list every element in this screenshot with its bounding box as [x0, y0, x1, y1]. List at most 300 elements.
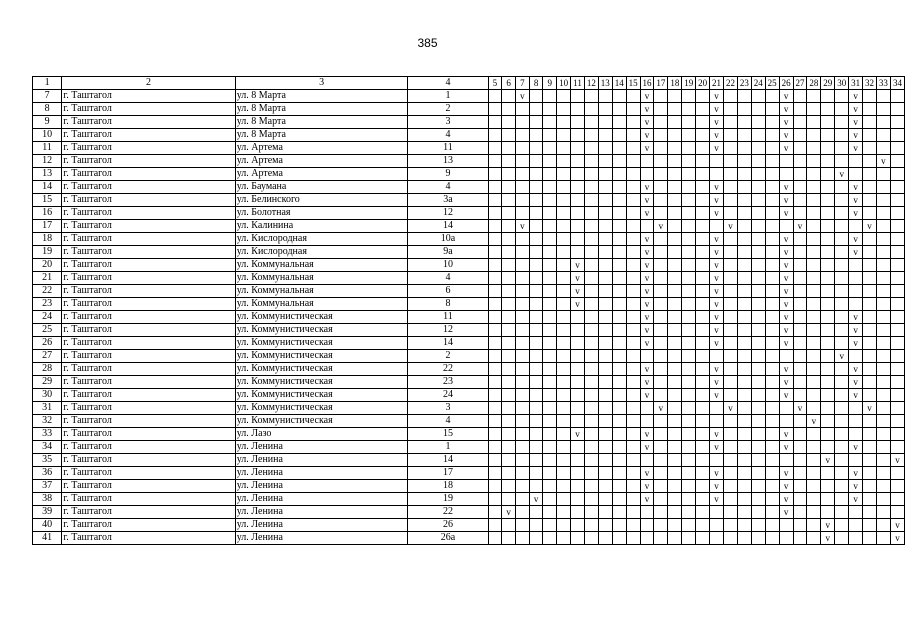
month-cell	[793, 480, 807, 493]
month-cell	[584, 324, 598, 337]
month-cell	[584, 337, 598, 350]
check-mark-cell: v	[710, 324, 724, 337]
check-mark-cell: v	[849, 376, 863, 389]
check-mark-cell: v	[515, 90, 529, 103]
month-cell	[696, 389, 710, 402]
header-cell: 12	[584, 77, 598, 90]
month-cell	[807, 363, 821, 376]
month-cell	[835, 441, 849, 454]
check-mark-cell: v	[849, 90, 863, 103]
check-mark-cell: v	[710, 272, 724, 285]
month-cell	[710, 532, 724, 545]
month-cell	[515, 129, 529, 142]
month-cell	[502, 480, 516, 493]
month-cell	[696, 129, 710, 142]
month-cell	[807, 116, 821, 129]
header-cell: 9	[543, 77, 557, 90]
month-cell	[584, 168, 598, 181]
month-cell	[626, 103, 640, 116]
check-mark-cell: v	[640, 311, 654, 324]
month-cell	[654, 181, 668, 194]
house-number-cell: 19	[408, 493, 488, 506]
month-cell	[835, 467, 849, 480]
street-cell: ул. Ленина	[235, 467, 408, 480]
month-cell	[765, 298, 779, 311]
month-cell	[682, 493, 696, 506]
month-cell	[835, 116, 849, 129]
month-cell	[502, 350, 516, 363]
month-cell	[488, 90, 502, 103]
month-cell	[793, 181, 807, 194]
month-cell	[765, 428, 779, 441]
month-cell	[598, 103, 612, 116]
month-cell	[612, 532, 626, 545]
month-cell	[488, 480, 502, 493]
month-cell	[612, 519, 626, 532]
month-cell	[584, 493, 598, 506]
month-cell	[724, 441, 738, 454]
month-cell	[835, 428, 849, 441]
month-cell	[876, 506, 890, 519]
month-cell	[502, 311, 516, 324]
check-mark-cell: v	[710, 181, 724, 194]
month-cell	[557, 311, 571, 324]
check-mark-cell: v	[779, 103, 793, 116]
month-cell	[710, 519, 724, 532]
header-cell: 34	[890, 77, 904, 90]
month-cell	[668, 168, 682, 181]
month-cell	[668, 298, 682, 311]
month-cell	[849, 454, 863, 467]
month-cell	[640, 155, 654, 168]
month-cell	[737, 194, 751, 207]
month-cell	[515, 194, 529, 207]
month-cell	[529, 220, 543, 233]
check-mark-cell: v	[779, 181, 793, 194]
month-cell	[876, 467, 890, 480]
month-cell	[835, 285, 849, 298]
month-cell	[835, 246, 849, 259]
month-cell	[598, 480, 612, 493]
month-cell	[890, 389, 904, 402]
month-cell	[696, 415, 710, 428]
month-cell	[863, 480, 877, 493]
house-number-cell: 12	[408, 324, 488, 337]
street-cell: ул. Баумана	[235, 181, 408, 194]
header-cell: 8	[529, 77, 543, 90]
month-cell	[682, 428, 696, 441]
month-cell	[584, 363, 598, 376]
month-cell	[821, 480, 835, 493]
month-cell	[529, 506, 543, 519]
month-cell	[890, 480, 904, 493]
month-cell	[682, 337, 696, 350]
month-cell	[584, 441, 598, 454]
month-cell	[598, 129, 612, 142]
house-number-cell: 10а	[408, 233, 488, 246]
month-cell	[502, 376, 516, 389]
month-cell	[696, 259, 710, 272]
month-cell	[835, 181, 849, 194]
month-cell	[765, 129, 779, 142]
month-cell	[557, 441, 571, 454]
month-cell	[682, 467, 696, 480]
month-cell	[765, 506, 779, 519]
month-cell	[515, 285, 529, 298]
month-cell	[849, 519, 863, 532]
street-cell: ул. Болотная	[235, 207, 408, 220]
month-cell	[682, 90, 696, 103]
check-mark-cell: v	[640, 298, 654, 311]
month-cell	[863, 233, 877, 246]
month-cell	[876, 454, 890, 467]
month-cell	[598, 415, 612, 428]
month-cell	[654, 337, 668, 350]
month-cell	[863, 272, 877, 285]
month-cell	[668, 337, 682, 350]
month-cell	[876, 350, 890, 363]
check-mark-cell: v	[640, 246, 654, 259]
month-cell	[821, 337, 835, 350]
month-cell	[557, 103, 571, 116]
month-cell	[737, 480, 751, 493]
month-cell	[793, 285, 807, 298]
month-cell	[765, 311, 779, 324]
month-cell	[835, 402, 849, 415]
month-cell	[584, 480, 598, 493]
month-cell	[488, 337, 502, 350]
month-cell	[765, 532, 779, 545]
month-cell	[598, 285, 612, 298]
month-cell	[751, 181, 765, 194]
month-cell	[751, 272, 765, 285]
month-cell	[626, 467, 640, 480]
month-cell	[876, 337, 890, 350]
month-cell	[488, 467, 502, 480]
month-cell	[612, 311, 626, 324]
month-cell	[682, 220, 696, 233]
month-cell	[668, 194, 682, 207]
month-cell	[737, 142, 751, 155]
month-cell	[571, 233, 585, 246]
month-cell	[543, 324, 557, 337]
month-cell	[710, 454, 724, 467]
city-cell: г. Таштагол	[62, 103, 235, 116]
month-cell	[543, 220, 557, 233]
month-cell	[668, 116, 682, 129]
month-cell	[584, 129, 598, 142]
month-cell	[863, 454, 877, 467]
month-cell	[598, 142, 612, 155]
street-cell: ул. Коммунистическая	[235, 363, 408, 376]
month-cell	[626, 441, 640, 454]
month-cell	[543, 519, 557, 532]
month-cell	[682, 194, 696, 207]
month-cell	[793, 298, 807, 311]
month-cell	[793, 246, 807, 259]
city-cell: г. Таштагол	[62, 324, 235, 337]
table-row	[33, 506, 905, 519]
header-cell: 32	[863, 77, 877, 90]
house-number-cell: 1	[408, 441, 488, 454]
month-cell	[654, 259, 668, 272]
month-cell	[488, 220, 502, 233]
row-number-cell: 39	[33, 506, 62, 519]
month-cell	[612, 480, 626, 493]
month-cell	[612, 129, 626, 142]
month-cell	[598, 298, 612, 311]
check-mark-cell: v	[849, 142, 863, 155]
month-cell	[696, 532, 710, 545]
month-cell	[557, 129, 571, 142]
month-cell	[863, 532, 877, 545]
month-cell	[765, 103, 779, 116]
month-cell	[612, 207, 626, 220]
month-cell	[876, 480, 890, 493]
month-cell	[584, 519, 598, 532]
month-cell	[779, 168, 793, 181]
table-row	[33, 246, 905, 259]
month-cell	[571, 415, 585, 428]
month-cell	[543, 363, 557, 376]
house-number-cell: 13	[408, 155, 488, 168]
header-cell: 4	[408, 77, 488, 90]
month-cell	[696, 181, 710, 194]
check-mark-cell: v	[571, 285, 585, 298]
city-cell: г. Таштагол	[62, 441, 235, 454]
month-cell	[807, 207, 821, 220]
month-cell	[584, 116, 598, 129]
city-cell: г. Таштагол	[62, 272, 235, 285]
month-cell	[807, 220, 821, 233]
month-cell	[640, 402, 654, 415]
month-cell	[682, 181, 696, 194]
table-body	[33, 77, 905, 545]
header-cell: 13	[598, 77, 612, 90]
header-cell: 26	[779, 77, 793, 90]
month-cell	[849, 272, 863, 285]
month-cell	[502, 363, 516, 376]
month-cell	[502, 220, 516, 233]
month-cell	[724, 168, 738, 181]
month-cell	[584, 194, 598, 207]
month-cell	[863, 350, 877, 363]
month-cell	[863, 441, 877, 454]
month-cell	[598, 376, 612, 389]
month-cell	[502, 285, 516, 298]
month-cell	[696, 363, 710, 376]
month-cell	[529, 194, 543, 207]
month-cell	[863, 376, 877, 389]
month-cell	[765, 220, 779, 233]
month-cell	[765, 337, 779, 350]
check-mark-cell: v	[640, 285, 654, 298]
month-cell	[529, 259, 543, 272]
month-cell	[502, 467, 516, 480]
month-cell	[807, 194, 821, 207]
month-cell	[737, 493, 751, 506]
month-cell	[724, 519, 738, 532]
month-cell	[724, 233, 738, 246]
month-cell	[682, 389, 696, 402]
month-cell	[515, 467, 529, 480]
check-mark-cell: v	[640, 337, 654, 350]
month-cell	[557, 298, 571, 311]
month-cell	[890, 207, 904, 220]
month-cell	[737, 363, 751, 376]
month-cell	[668, 181, 682, 194]
month-cell	[529, 350, 543, 363]
check-mark-cell: v	[849, 311, 863, 324]
street-cell: ул. Артема	[235, 155, 408, 168]
month-cell	[502, 246, 516, 259]
check-mark-cell: v	[849, 467, 863, 480]
month-cell	[612, 246, 626, 259]
check-mark-cell: v	[502, 506, 516, 519]
check-mark-cell: v	[710, 259, 724, 272]
month-cell	[488, 298, 502, 311]
month-cell	[876, 246, 890, 259]
month-cell	[863, 116, 877, 129]
month-cell	[654, 103, 668, 116]
check-mark-cell: v	[849, 480, 863, 493]
month-cell	[626, 285, 640, 298]
city-cell: г. Таштагол	[62, 194, 235, 207]
month-cell	[710, 220, 724, 233]
month-cell	[793, 103, 807, 116]
month-cell	[793, 350, 807, 363]
table-row	[33, 428, 905, 441]
street-cell: ул. Коммунистическая	[235, 324, 408, 337]
month-cell	[488, 532, 502, 545]
month-cell	[682, 103, 696, 116]
row-number-cell: 9	[33, 116, 62, 129]
month-cell	[682, 246, 696, 259]
month-cell	[668, 220, 682, 233]
row-number-cell: 30	[33, 389, 62, 402]
check-mark-cell: v	[849, 324, 863, 337]
house-number-cell: 12	[408, 207, 488, 220]
month-cell	[626, 519, 640, 532]
check-mark-cell: v	[640, 181, 654, 194]
month-cell	[682, 480, 696, 493]
table-row	[33, 454, 905, 467]
month-cell	[821, 428, 835, 441]
month-cell	[793, 233, 807, 246]
month-cell	[696, 103, 710, 116]
month-cell	[807, 246, 821, 259]
month-cell	[557, 207, 571, 220]
house-number-cell: 4	[408, 181, 488, 194]
month-cell	[793, 116, 807, 129]
month-cell	[682, 506, 696, 519]
month-cell	[557, 337, 571, 350]
month-cell	[640, 415, 654, 428]
month-cell	[502, 233, 516, 246]
month-cell	[571, 324, 585, 337]
month-cell	[626, 168, 640, 181]
month-cell	[612, 181, 626, 194]
month-cell	[890, 116, 904, 129]
month-cell	[751, 389, 765, 402]
month-cell	[849, 220, 863, 233]
month-cell	[890, 90, 904, 103]
street-cell: ул. Коммунистическая	[235, 389, 408, 402]
month-cell	[529, 129, 543, 142]
month-cell	[543, 389, 557, 402]
month-cell	[654, 519, 668, 532]
month-cell	[682, 376, 696, 389]
row-number-cell: 24	[33, 311, 62, 324]
month-cell	[821, 493, 835, 506]
street-cell: ул. Калинина	[235, 220, 408, 233]
month-cell	[779, 350, 793, 363]
month-cell	[765, 467, 779, 480]
house-number-cell: 4	[408, 272, 488, 285]
month-cell	[737, 376, 751, 389]
row-number-cell: 13	[33, 168, 62, 181]
month-cell	[696, 324, 710, 337]
month-cell	[515, 493, 529, 506]
month-cell	[724, 324, 738, 337]
month-cell	[668, 402, 682, 415]
month-cell	[571, 493, 585, 506]
month-cell	[571, 207, 585, 220]
month-cell	[807, 493, 821, 506]
month-cell	[724, 181, 738, 194]
table-row	[33, 155, 905, 168]
table-row	[33, 285, 905, 298]
month-cell	[543, 207, 557, 220]
month-cell	[890, 142, 904, 155]
month-cell	[710, 506, 724, 519]
month-cell	[488, 155, 502, 168]
month-cell	[737, 272, 751, 285]
month-cell	[682, 441, 696, 454]
city-cell: г. Таштагол	[62, 207, 235, 220]
month-cell	[529, 363, 543, 376]
month-cell	[821, 90, 835, 103]
month-cell	[890, 220, 904, 233]
month-cell	[890, 246, 904, 259]
city-cell: г. Таштагол	[62, 233, 235, 246]
month-cell	[696, 142, 710, 155]
month-cell	[751, 168, 765, 181]
check-mark-cell: v	[640, 441, 654, 454]
month-cell	[654, 311, 668, 324]
month-cell	[571, 116, 585, 129]
month-cell	[807, 259, 821, 272]
month-cell	[502, 402, 516, 415]
month-cell	[612, 363, 626, 376]
month-cell	[835, 376, 849, 389]
month-cell	[668, 454, 682, 467]
header-cell: 14	[612, 77, 626, 90]
month-cell	[807, 103, 821, 116]
month-cell	[557, 272, 571, 285]
check-mark-cell: v	[571, 428, 585, 441]
house-number-cell: 3	[408, 116, 488, 129]
check-mark-cell: v	[710, 194, 724, 207]
check-mark-cell: v	[710, 129, 724, 142]
month-cell	[584, 90, 598, 103]
month-cell	[640, 220, 654, 233]
month-cell	[515, 389, 529, 402]
month-cell	[751, 233, 765, 246]
month-cell	[626, 532, 640, 545]
month-cell	[765, 194, 779, 207]
month-cell	[557, 285, 571, 298]
